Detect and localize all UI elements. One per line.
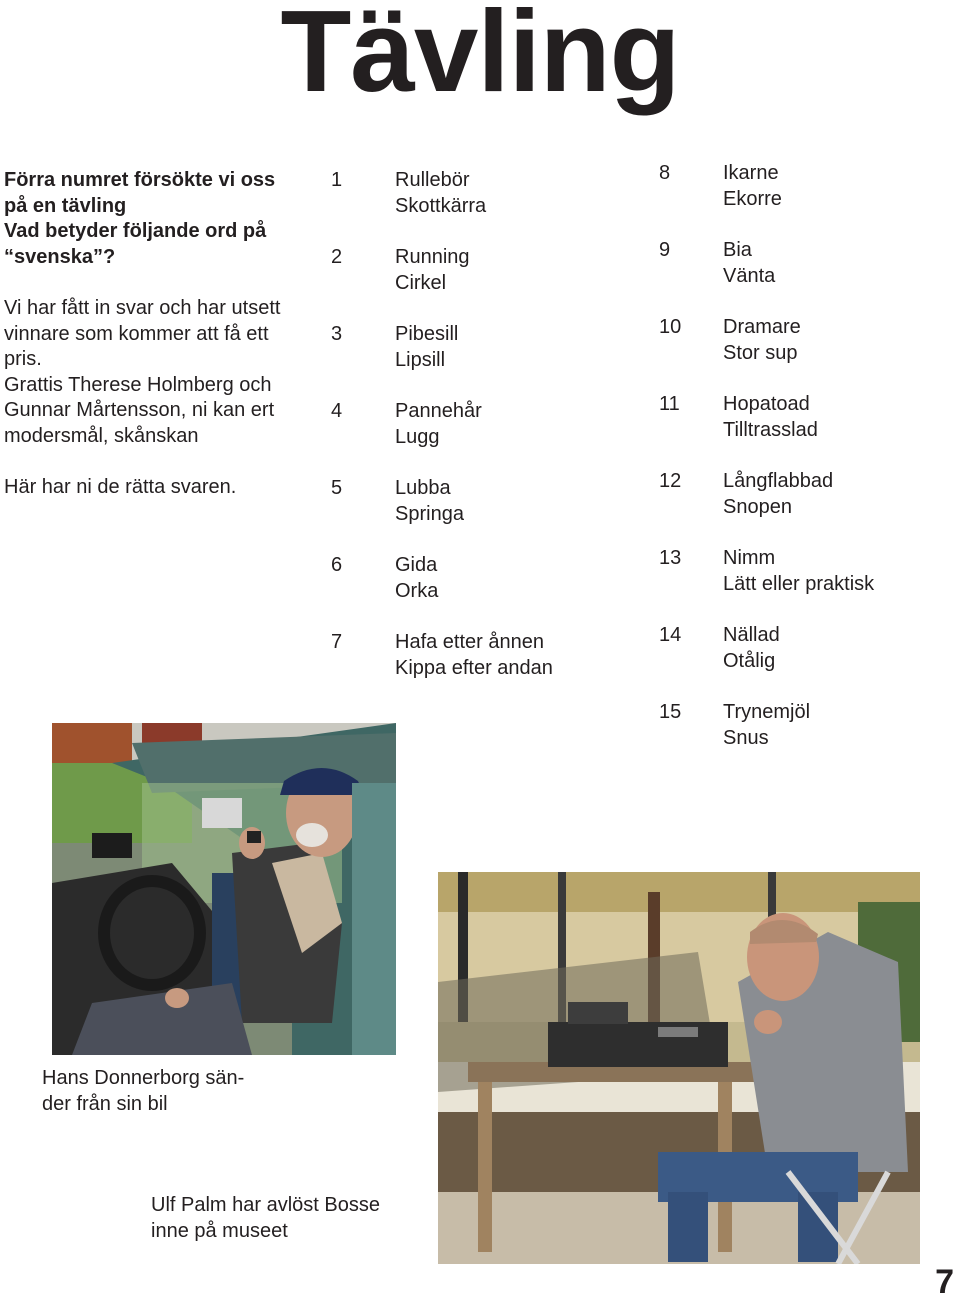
photo-man-at-radio-image (438, 872, 920, 1264)
caption-photo-2: Ulf Palm har avlöst Bosse inne på museet (151, 1194, 380, 1242)
answer-item: 1 Rullebör Skottkärra (331, 169, 487, 217)
photo-man-in-car-image (52, 723, 396, 1055)
intro-winners: Vi har fått in svar och har utsett vinnare som kommer att få ett pris. Grattis Therese Holmberg och Gunnar Mårtensson, ni kan ert modersmål, skånskan (4, 296, 281, 447)
page-title: Tävling (280, 0, 680, 116)
answer-item: 3 Pibesill Lipsill (331, 323, 459, 371)
answer-item: 8 Ikarne Ekorre (659, 162, 782, 210)
photo-man-at-radio (438, 872, 920, 1264)
answer-item: 13 Nimm Lätt eller praktisk (659, 547, 875, 595)
answer-item: 11 Hopatoad Tilltrasslad (659, 393, 818, 441)
photo-man-in-car (52, 723, 396, 1055)
answer-item: 15 Trynemjöl Snus (659, 701, 811, 749)
answer-item: 5 Lubba Springa (331, 477, 464, 525)
answer-item: 7 Hafa etter ånnen Kippa efter andan (331, 631, 553, 679)
answer-item: 10 Dramare Stor sup (659, 316, 801, 364)
answers-column-left (331, 168, 553, 707)
answers-column-right (659, 161, 874, 777)
answer-item: 2 Running Cirkel (331, 246, 470, 294)
caption-photo-1: Hans Donnerborg sän- der från sin bil (42, 1067, 245, 1115)
answer-item: 4 Pannehår Lugg (331, 400, 482, 448)
intro-text (4, 168, 309, 526)
intro-answers-lead: Här har ni de rätta svaren. (4, 476, 237, 499)
answer-item: 12 Långflabbad Snopen (659, 470, 834, 518)
answer-item: 14 Nällad Otålig (659, 624, 780, 672)
intro-question: Förra numret försökte vi oss på en tävling Vad betyder följande ord på “svenska”? (4, 169, 276, 268)
answer-item: 9 Bia Vänta (659, 239, 776, 287)
answer-item: 6 Gida Orka (331, 554, 439, 602)
page-number: 7 (935, 1263, 954, 1301)
